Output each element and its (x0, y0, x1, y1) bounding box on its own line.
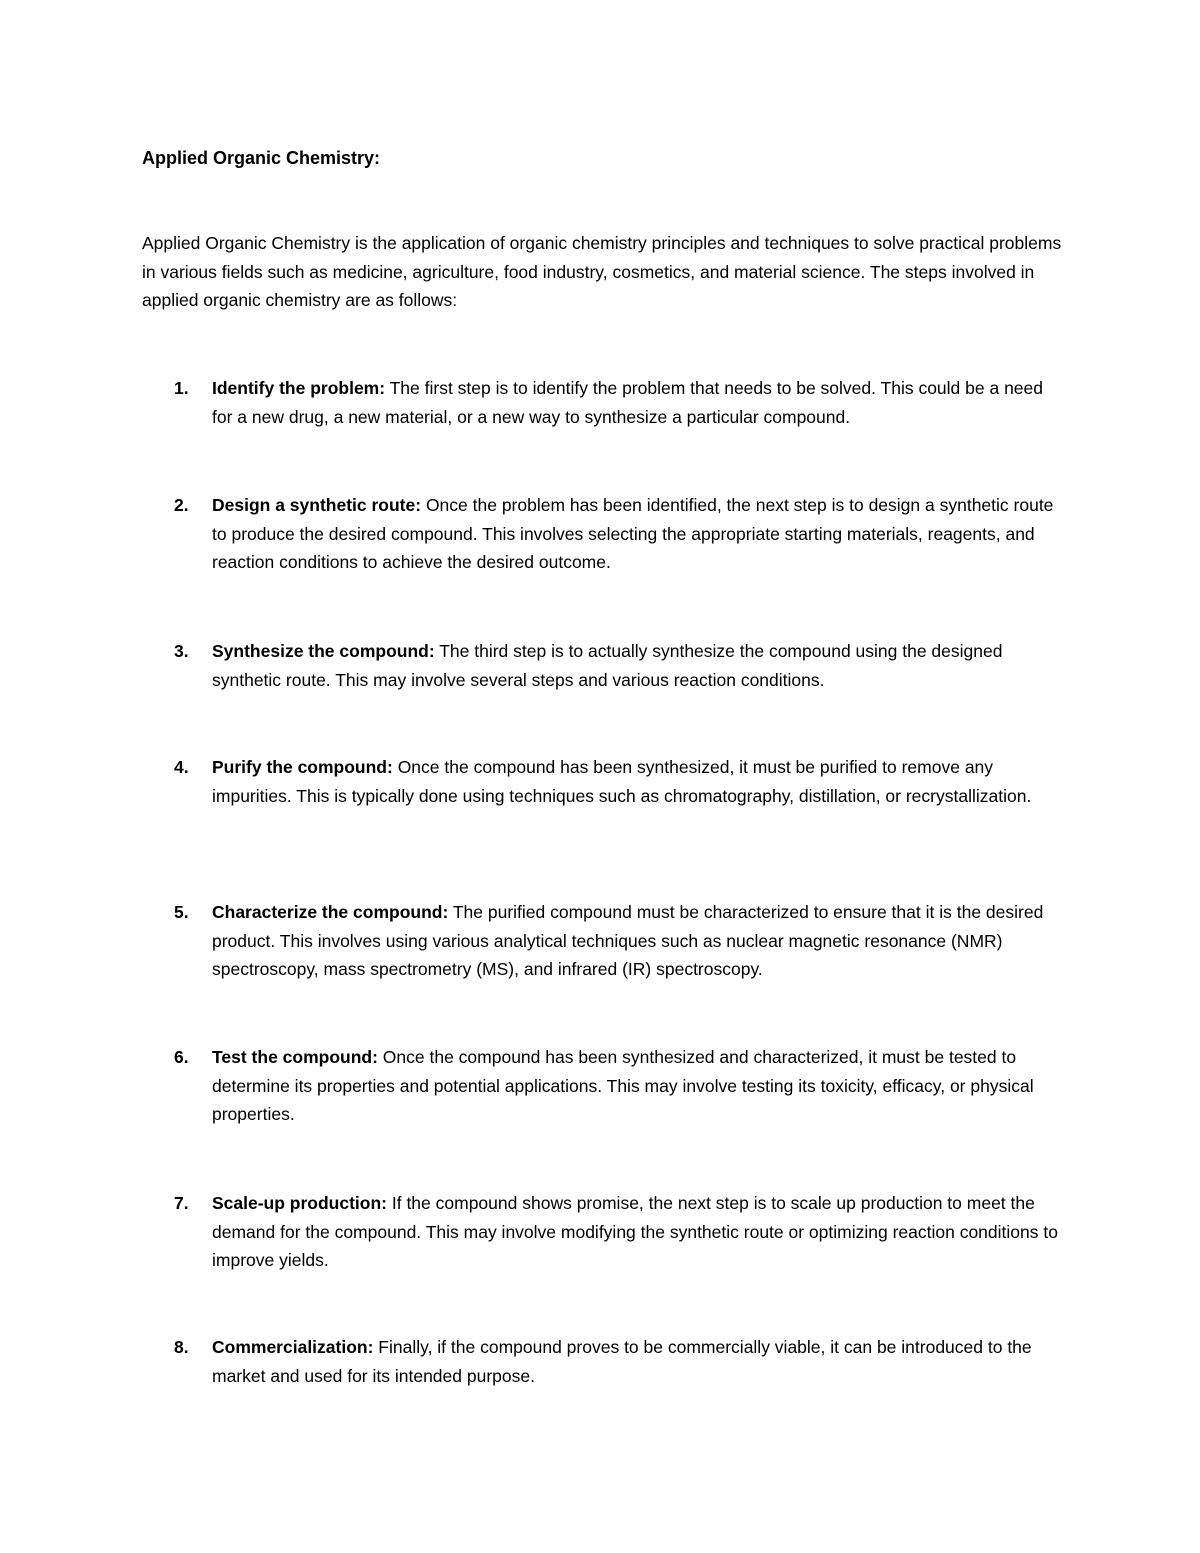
step-heading: Identify the problem: (212, 378, 386, 398)
step-heading: Purify the compound: (212, 757, 393, 777)
step-heading: Test the compound: (212, 1047, 378, 1067)
step-number: 6. (174, 1047, 189, 1067)
step-text: If the compound shows promise, the next step is to scale up production to meet the demand for the compound. This may involve modifying the synthetic route or optimizing reaction conditions to improve yields. (212, 1193, 1058, 1270)
step-number: 4. (174, 757, 189, 777)
intro-paragraph: Applied Organic Chemistry is the application of organic chemistry principles and techniques to solve practical problems in various fields such as medicine, agriculture, food industry, cosmetics, and material science. The steps involved in applied organic chemistry are as follows: (142, 233, 1062, 310)
step-heading: Commercialization: (212, 1337, 374, 1357)
step-number: 2. (174, 495, 189, 515)
step-number: 3. (174, 641, 189, 661)
step-text: Once the compound has been synthesized and characterized, it must be tested to determine its properties and potential applications. This may involve testing its toxicity, efficacy, or physical properties. (212, 1047, 1034, 1124)
step-heading: Synthesize the compound: (212, 641, 435, 661)
step-item-4 (174, 753, 1064, 810)
step-text: The first step is to identify the problem that needs to be solved. This could be a need for a new drug, a new material, or a new way to synthesize a particular compound. (212, 378, 1044, 427)
step-number: 5. (174, 902, 189, 922)
step-item-3 (174, 637, 1064, 694)
step-text: Once the problem has been identified, the next step is to design a synthetic route to produce the desired compound. This involves selecting the appropriate starting materials, reagents, and reaction conditions to achieve the desired outcome. (212, 495, 1054, 572)
step-number: 8. (174, 1337, 189, 1357)
step-item-6 (174, 1043, 1064, 1129)
step-item-8 (174, 1333, 1064, 1390)
step-number: 1. (174, 378, 189, 398)
step-text: The third step is to actually synthesize the compound using the designed synthetic route. This may involve several steps and various reaction conditions. (212, 641, 1003, 690)
step-heading: Characterize the compound: (212, 902, 449, 922)
step-item-1 (174, 374, 1064, 431)
step-text: Once the compound has been synthesized, it must be purified to remove any impurities. This is typically done using techniques such as chromatography, distillation, or recrystallization. (212, 757, 1032, 806)
step-item-7 (174, 1189, 1064, 1275)
step-heading: Scale-up production: (212, 1193, 387, 1213)
step-item-5 (174, 898, 1064, 984)
step-number: 7. (174, 1193, 189, 1213)
step-text: The purified compound must be characterized to ensure that it is the desired product. This involves using various analytical techniques such as nuclear magnetic resonance (NMR) spectroscopy, mass spectrometry (MS), and infrared (IR) spectroscopy. (212, 902, 1044, 979)
document-title: Applied Organic Chemistry: (142, 148, 381, 168)
step-text: Finally, if the compound proves to be commercially viable, it can be introduced to the market and used for its intended purpose. (212, 1337, 1032, 1386)
step-item-2 (174, 491, 1064, 577)
step-heading: Design a synthetic route: (212, 495, 422, 515)
